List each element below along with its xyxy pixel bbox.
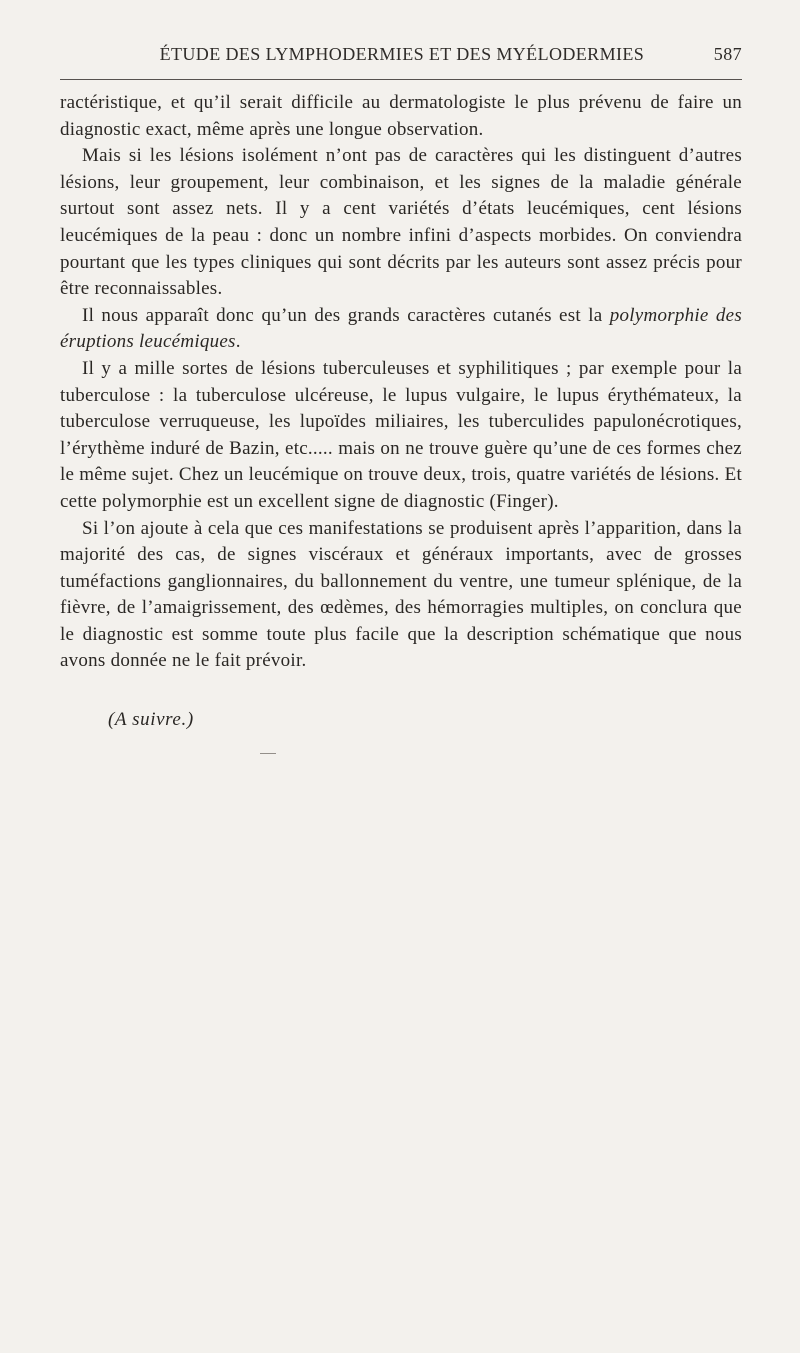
paragraph-3-lead: Il nous apparaît donc qu’un des grands caractères cutanés est la bbox=[82, 304, 610, 326]
body-text bbox=[60, 90, 742, 675]
running-header bbox=[60, 44, 742, 65]
paragraph-3-italic: polymorphie des éruptions leucémiques bbox=[60, 304, 742, 353]
closing-dash bbox=[260, 753, 276, 754]
paragraph-3-end: . bbox=[235, 331, 241, 353]
header-rule bbox=[60, 79, 742, 80]
page-number: 587 bbox=[713, 44, 742, 64]
running-title: ÉTUDE DES LYMPHODERMIES ET DES MYÉLODERMIES bbox=[159, 44, 645, 64]
to-be-continued: (A suivre.) bbox=[108, 709, 194, 731]
paragraph-5: Si l’on ajoute à cela que ces manifestations se produisent après l’apparition, dans la majorité des cas, de signes viscéraux et généraux importants, avec de grosses tuméfactions ganglionnaires, du ballonnement du ventre, une tumeur splénique, de la fièvre, de l’amaigrissement, des œdèmes, des hémorragies multiples, on conclura que le diagnostic est somme toute plus facile que la description schématique que nous avons donnée ne le fait prévoir. bbox=[60, 517, 742, 672]
paragraph-1: ractéristique, et qu’il serait difficile au dermatologiste le plus prévenu de faire un diagnostic exact, même après une longue observation. bbox=[60, 92, 742, 140]
paragraph-2: Mais si les lésions isolément n’ont pas de caractères qui les distinguent d’autres lésions, leur groupement, leur combinaison, et les signes de la maladie générale surtout sont assez nets. Il y a cent variétés d’états leucémiques, cent lésions leucémiques de la peau : donc un nombre infini d’aspects morbides. On conviendra pourtant que les types cliniques qui sont décrits par les auteurs sont assez précis pour être reconnaissables. bbox=[60, 145, 742, 300]
paragraph-4: Il y a mille sortes de lésions tuberculeuses et syphilitiques ; par exemple pour la tuberculose : la tuberculose ulcéreuse, le lupus vulgaire, le lupus érythémateux, la tuberculose verruqueuse, les lupoïdes miliaires, les tuberculides papulonécrotiques, l’érythème induré de Bazin, etc..... mais on ne trouve guère qu’une de ces formes chez le même sujet. Chez un leucémique on trouve deux, trois, quatre variétés de lésions. Et cette polymorphie est un excellent signe de diagnostic (Finger). bbox=[60, 357, 742, 512]
paragraph-3 bbox=[60, 303, 742, 356]
